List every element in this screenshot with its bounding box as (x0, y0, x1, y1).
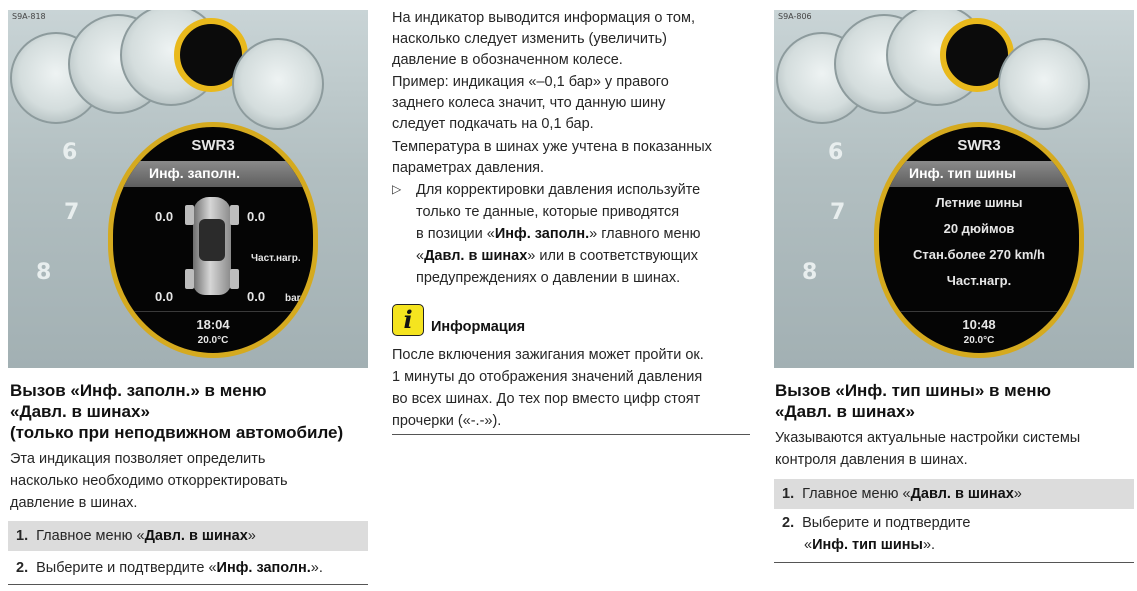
body-text: контроля давления в шинах. (775, 452, 968, 468)
display-screen (108, 122, 318, 358)
instruction-step (8, 521, 368, 551)
body-text: давление в обозначенном колесе. (392, 52, 623, 68)
menu-name: Давл. в шинах (424, 248, 528, 264)
step-number: 1. (782, 486, 795, 502)
step-menu-name: Инф. заполн. (216, 560, 311, 576)
bullet-text (416, 224, 700, 246)
wheel-icon (185, 269, 194, 289)
pressure-front-right: 0.0 (247, 209, 266, 224)
bullet-text: только те данные, которые приводятся (416, 204, 680, 220)
dial-number: 6 (828, 140, 844, 165)
dial-number: 8 (36, 260, 52, 285)
section-heading: «Давл. в шинах» (10, 402, 150, 421)
screen-title: SWR3 (957, 137, 1001, 154)
step-text: » (1013, 486, 1022, 502)
step-number: 2. (782, 515, 795, 531)
section-heading: Вызов «Инф. тип шины» в меню (775, 381, 1051, 400)
display-screen (874, 122, 1084, 358)
bullet-text: Для корректировки давления используйте (416, 182, 701, 198)
info-text: 1 минуты до отображения значений давления (392, 369, 703, 385)
wheel-icon (230, 205, 239, 225)
dial-number: 7 (64, 200, 80, 225)
info-text: во всех шинах. До тех пор вместо цифр стоят (392, 391, 701, 407)
tire-size: 20 дюймов (943, 221, 1015, 236)
step-text: Выберите и подтвердите (802, 515, 971, 531)
instruction-step (774, 479, 1134, 509)
pressure-rear-right: 0.0 (247, 289, 266, 304)
info-title: Информация (431, 319, 526, 335)
info-icon: i (392, 304, 424, 336)
body-text: заднего колеса значит, что данную шину (392, 95, 666, 111)
step-menu-name: Давл. в шинах (910, 486, 1014, 502)
bullet-text-part: » главного меню (589, 226, 701, 242)
bullet-text (416, 246, 698, 268)
pressure-rear-left: 0.0 (155, 289, 174, 304)
section-divider (774, 562, 1134, 563)
triangle-right-icon: ▷ (392, 182, 402, 196)
pressure-unit: bar (285, 293, 301, 304)
menu-name: Инф. заполн. (494, 226, 590, 242)
dial-number: 6 (62, 140, 78, 165)
tire-season: Летние шины (935, 195, 1023, 210)
body-text: насколько необходимо откорректировать (10, 473, 288, 489)
info-text: После включения зажигания может пройти ок. (392, 347, 704, 363)
section-heading: Вызов «Инф. заполн.» в меню (10, 381, 267, 400)
bullet-text: предупреждениях о давлении в шинах. (416, 270, 681, 286)
screen-temperature: 20.0°C (197, 335, 229, 346)
wheel-icon (185, 205, 194, 225)
screen-divider (879, 311, 1079, 312)
section-divider (392, 434, 750, 435)
step-text: » (247, 528, 256, 544)
body-text: Температура в шинах уже учтена в показанных (392, 139, 712, 155)
small-gauge (998, 38, 1090, 130)
body-text: Указываются актуальные настройки системы (775, 430, 1081, 446)
screen-divider (113, 311, 313, 312)
figure-code: S9A-818 (12, 12, 46, 21)
figure-code: S9A-806 (778, 12, 812, 21)
step-text: « (804, 537, 813, 553)
wheel-icon (230, 269, 239, 289)
section-heading: «Давл. в шинах» (775, 402, 915, 421)
bullet-text-part: « (416, 248, 425, 264)
body-text: Эта индикация позволяет определить (10, 451, 266, 467)
screen-time: 18:04 (196, 317, 230, 332)
tire-pressure-fill-display-image (8, 10, 368, 368)
step-number: 2. (16, 560, 29, 576)
small-gauge (232, 38, 324, 130)
body-text: параметрах давления. (392, 160, 545, 176)
body-text: давление в шинах. (10, 495, 138, 511)
car-roof (199, 219, 225, 261)
pressure-front-left: 0.0 (155, 209, 174, 224)
screen-temperature: 20.0°C (963, 335, 995, 346)
step-text: Главное меню « (802, 486, 911, 502)
dial-number: 7 (830, 200, 846, 225)
body-text: Пример: индикация «–0,1 бар» у правого (392, 74, 669, 90)
instruction-step (8, 553, 368, 583)
body-text: насколько следует изменить (увеличить) (392, 31, 667, 47)
screen-time: 10:48 (962, 317, 996, 332)
step-text: Главное меню « (36, 528, 145, 544)
bullet-text-part: в позиции « (416, 226, 495, 242)
screen-menu-item: Инф. заполн. (149, 165, 241, 181)
step-text: Выберите и подтвердите « (36, 560, 217, 576)
step-number: 1. (16, 528, 29, 544)
load-note: Част.нагр. (946, 273, 1012, 288)
body-text: следует подкачать на 0,1 бар. (392, 116, 594, 132)
tire-type-display-image (774, 10, 1134, 368)
step-text: ». (310, 560, 323, 576)
body-text: На индикатор выводится информация о том, (392, 10, 695, 26)
step-text: ». (922, 537, 936, 553)
tire-speed-rating: Стан.более 270 km/h (913, 247, 1045, 262)
section-heading: (только при неподвижном автомобиле) (10, 423, 344, 442)
load-note: Част.нагр. (251, 253, 301, 264)
info-text: прочерки («-.-»). (392, 413, 502, 429)
screen-title: SWR3 (191, 137, 235, 154)
screen-menu-item: Инф. тип шины (909, 165, 1017, 181)
instruction-step (774, 513, 1134, 534)
section-divider (8, 584, 368, 585)
step-menu-name: Давл. в шинах (144, 528, 248, 544)
dial-number: 8 (802, 260, 818, 285)
step-menu-name: Инф. тип шины (812, 537, 923, 553)
instruction-step-continuation (774, 535, 1134, 556)
bullet-text-part: » или в соответствующих (527, 248, 698, 264)
